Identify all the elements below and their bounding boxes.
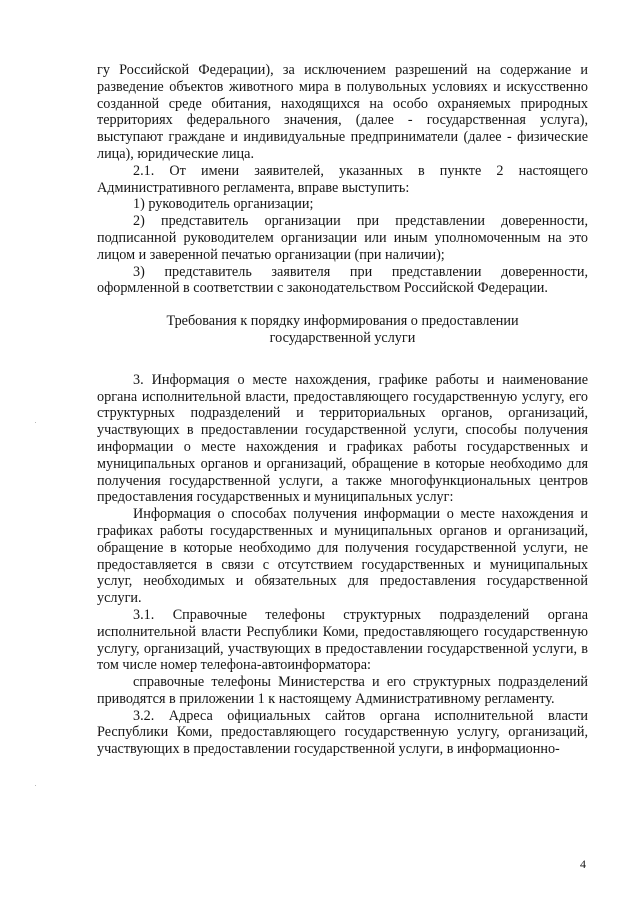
list-item-3: 3) представитель заявителя при представлении доверенности, оформленной в соответствии с законодательством Российской Федерации. [97, 263, 588, 297]
paragraph-3-2: 3.2. Адреса официальных сайтов органа исполнительной власти Республики Коми, предоставляющего государственную услугу, организаций, участвующих в предоставлении государственной услуги, в информационно- [97, 707, 588, 758]
paragraph-2-1: 2.1. От имени заявителей, указанных в пункте 2 настоящего Административного регламента, вправе выступить: [97, 162, 588, 196]
scan-speck [35, 422, 36, 423]
paragraph-3: 3. Информация о месте нахождения, графике работы и наименование органа исполнительной власти, предоставляющего государственную услугу, его структурных подразделений и территориальных органов, организаций, участвующих в предоставлении государственной услуги, способы получения информации о месте нахождения и графиках работы государственных и муниципальных органов и организаций, обращение в которые необходимо для получения государственной услуги, а также многофункциональных центров предоставления государственных и муниципальных услуг: [97, 371, 588, 506]
paragraph-3-info: Информация о способах получения информации о месте нахождения и графиках работы государственных и муниципальных органов и организаций, обращение в которые необходимо для получения государственной услуги, не предоставляется в связи с отсутствием государственных и муниципальных услуг, необходимых и обязательных для предоставления государственной услуги. [97, 506, 588, 607]
scan-speck [35, 785, 36, 786]
section-heading: Требования к порядку информирования о предоставлении государственной услуги [166, 313, 519, 346]
paragraph-continuation: гу Российской Федерации), за исключением разрешений на содержание и разведение объектов животного мира в полувольных условиях и искусственно созданной среде обитания, находящихся на особо охраняемых природных территориях федерального значения, (далее - государственная услуга), выступают граждане и индивидуальные предприниматели (далее - физические лица), юридические лица. [97, 62, 588, 162]
list-item-1: 1) руководитель организации; [133, 196, 314, 213]
list-item-2: 2) представитель организации при представлении доверенности, подписанной руководителем организации или иным уполномоченным на это лицом и заверенной печатью организации (при наличии); [97, 213, 588, 263]
page-number: 4 [580, 857, 586, 871]
paragraph-3-1-phones: справочные телефоны Министерства и его структурных подразделений приводятся в приложении 1 к настоящему Административному регламенту. [97, 674, 588, 707]
paragraph-3-1: 3.1. Справочные телефоны структурных подразделений органа исполнительной власти Республики Коми, предоставляющего государственную услугу, организаций, участвующих в предоставлении государственной услуги, в том числе номер телефона-автоинформатора: [97, 606, 588, 674]
document-body [97, 62, 588, 758]
